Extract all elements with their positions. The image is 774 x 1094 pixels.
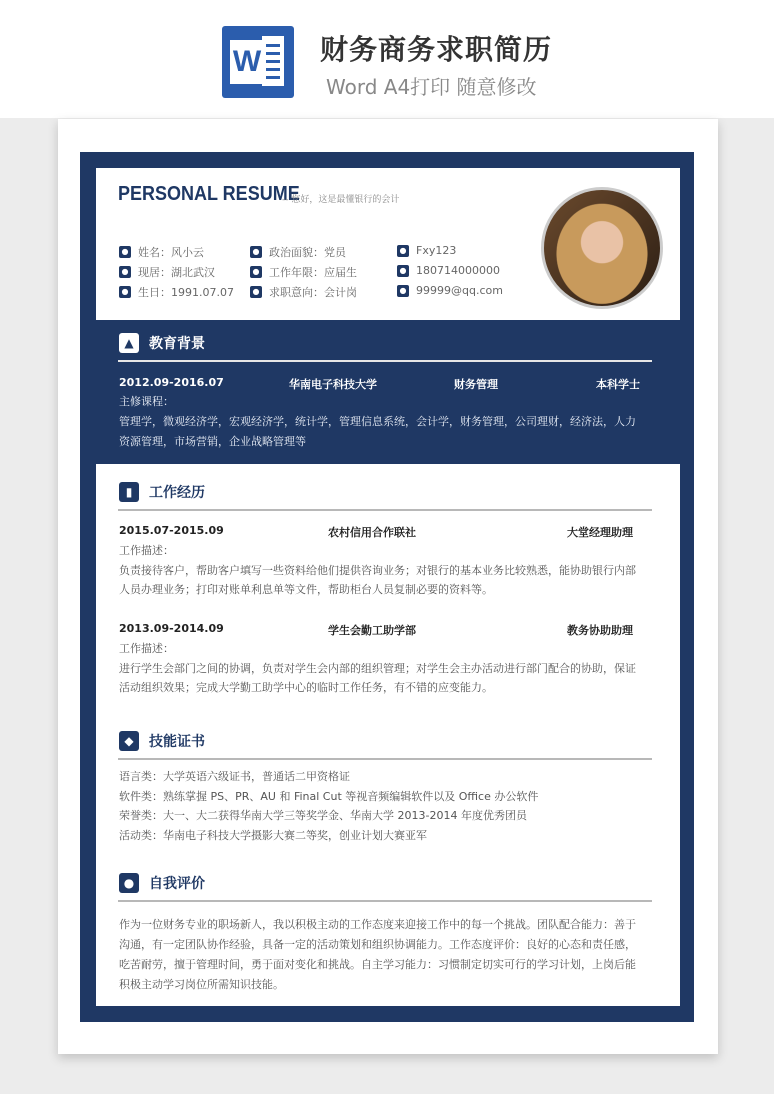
top-banner — [0, 0, 774, 118]
education-heading: ▲ 教育背景 — [119, 333, 205, 353]
education-divider — [118, 360, 652, 362]
education-major: 财务管理 — [454, 378, 498, 391]
person-icon: ● — [119, 873, 139, 893]
banner-subtitle: Word A4打印 随意修改 — [326, 75, 537, 99]
word-logo-letter: W — [230, 40, 264, 84]
chat-icon: ● — [397, 245, 409, 257]
education-degree: 本科学士 — [596, 378, 640, 391]
info-birthday: ● 生日：1991.07.07 — [119, 284, 234, 300]
info-location: ● 现居：湖北武汉 — [119, 264, 215, 280]
target-icon: ● — [250, 286, 262, 298]
info-political: ● 政治面貌：党员 — [250, 244, 346, 260]
banner-title: 财务商务求职简历 — [320, 33, 553, 66]
self-line-3: 吃苦耐劳，擅于管理时间，勇于面对变化和挑战。自主学习能力：习惯制定切实可行的学习计划，上岗后能 — [119, 958, 636, 971]
mail-icon: ● — [397, 285, 409, 297]
self-divider — [118, 900, 652, 902]
work-1-desc-label: 工作描述： — [119, 544, 174, 557]
work-1-role: 大堂经理助理 — [567, 526, 633, 539]
education-school: 华南电子科技大学 — [289, 378, 377, 391]
skills-divider — [118, 758, 652, 760]
self-heading: ● 自我评价 — [119, 873, 205, 893]
briefcase-icon: ● — [250, 266, 262, 278]
work-1-date: 2015.07-2015.09 — [119, 524, 224, 537]
info-years: ● 工作年限：应届生 — [250, 264, 357, 280]
phone-icon: ● — [397, 265, 409, 277]
work-2-role: 教务协助助理 — [567, 624, 633, 637]
work-divider — [118, 509, 652, 511]
chart-icon: ▮ — [119, 482, 139, 502]
skills-line-2: 软件类：熟练掌握 PS、PR、AU 和 Final Cut 等视音频编辑软件以及 Office 办公软件 — [119, 790, 539, 803]
skills-line-1: 语言类：大学英语六级证书，普通话二甲资格证 — [119, 770, 350, 783]
greeting-text: -- 您好，这是最懂银行的会计 — [282, 195, 400, 205]
info-email: ● 99999@qq.com — [397, 284, 503, 297]
skills-line-4: 活动类：华南电子科技大学摄影大赛二等奖，创业计划大赛亚军 — [119, 829, 427, 842]
skills-heading: ◆ 技能证书 — [119, 731, 205, 751]
avatar — [541, 187, 663, 309]
work-2-org: 学生会勤工助学部 — [328, 624, 416, 637]
self-line-4: 积极主动学习岗位所需知识技能。 — [119, 978, 284, 991]
skills-line-3: 荣誉类：大一、大二获得华南大学三等奖学金、华南大学 2013-2014 年度优秀团员 — [119, 809, 527, 822]
work-1-line-1: 负责接待客户，帮助客户填写一些资料给他们提供咨询业务；对银行的基本业务比较熟悉，能协助银行内部 — [119, 564, 636, 577]
certificate-icon: ◆ — [119, 731, 139, 751]
word-logo-icon — [222, 26, 294, 98]
courses-label: 主修课程： — [119, 395, 174, 408]
education-date: 2012.09-2016.07 — [119, 376, 224, 389]
info-wechat: ● Fxy123 — [397, 244, 456, 257]
badge-icon: ● — [250, 246, 262, 258]
graduation-cap-icon: ▲ — [119, 333, 139, 353]
work-2-line-1: 进行学生会部门之间的协调，负责对学生会内部的组织管理；对学生会主办活动进行部门配合的协助，保证 — [119, 662, 636, 675]
courses-line-2: 资源管理，市场营销，企业战略管理等 — [119, 435, 306, 448]
self-line-2: 沟通，有一定团队协作经验，具备一定的活动策划和组织协调能力。工作态度评价：良好的心态和责任感， — [119, 938, 636, 951]
location-icon: ● — [119, 266, 131, 278]
calendar-icon: ● — [119, 286, 131, 298]
work-2-date: 2013.09-2014.09 — [119, 622, 224, 635]
info-phone: ● 180714000000 — [397, 264, 500, 277]
work-1-line-2: 人员办理业务；打印对账单利息单等文件，帮助柜台人员复制必要的资料等。 — [119, 583, 493, 596]
self-line-1: 作为一位财务专业的职场新人，我以积极主动的工作态度来迎接工作中的每一个挑战。团队配合能力：善于 — [119, 918, 636, 931]
work-1-org: 农村信用合作联社 — [328, 526, 416, 539]
info-intention: ● 求职意向：会计岗 — [250, 284, 357, 300]
work-2-desc-label: 工作描述： — [119, 642, 174, 655]
resume-title: PERSONAL RESUME — [118, 181, 300, 205]
work-heading: ▮ 工作经历 — [119, 482, 205, 502]
user-icon: ● — [119, 246, 131, 258]
work-2-line-2: 活动组织效果；完成大学勤工助学中心的临时工作任务，有不错的应变能力。 — [119, 681, 493, 694]
info-name: ● 姓名：风小云 — [119, 244, 204, 260]
courses-line-1: 管理学，微观经济学，宏观经济学，统计学，管理信息系统，会计学，财务管理，公司理财，经济法，人力 — [119, 415, 636, 428]
